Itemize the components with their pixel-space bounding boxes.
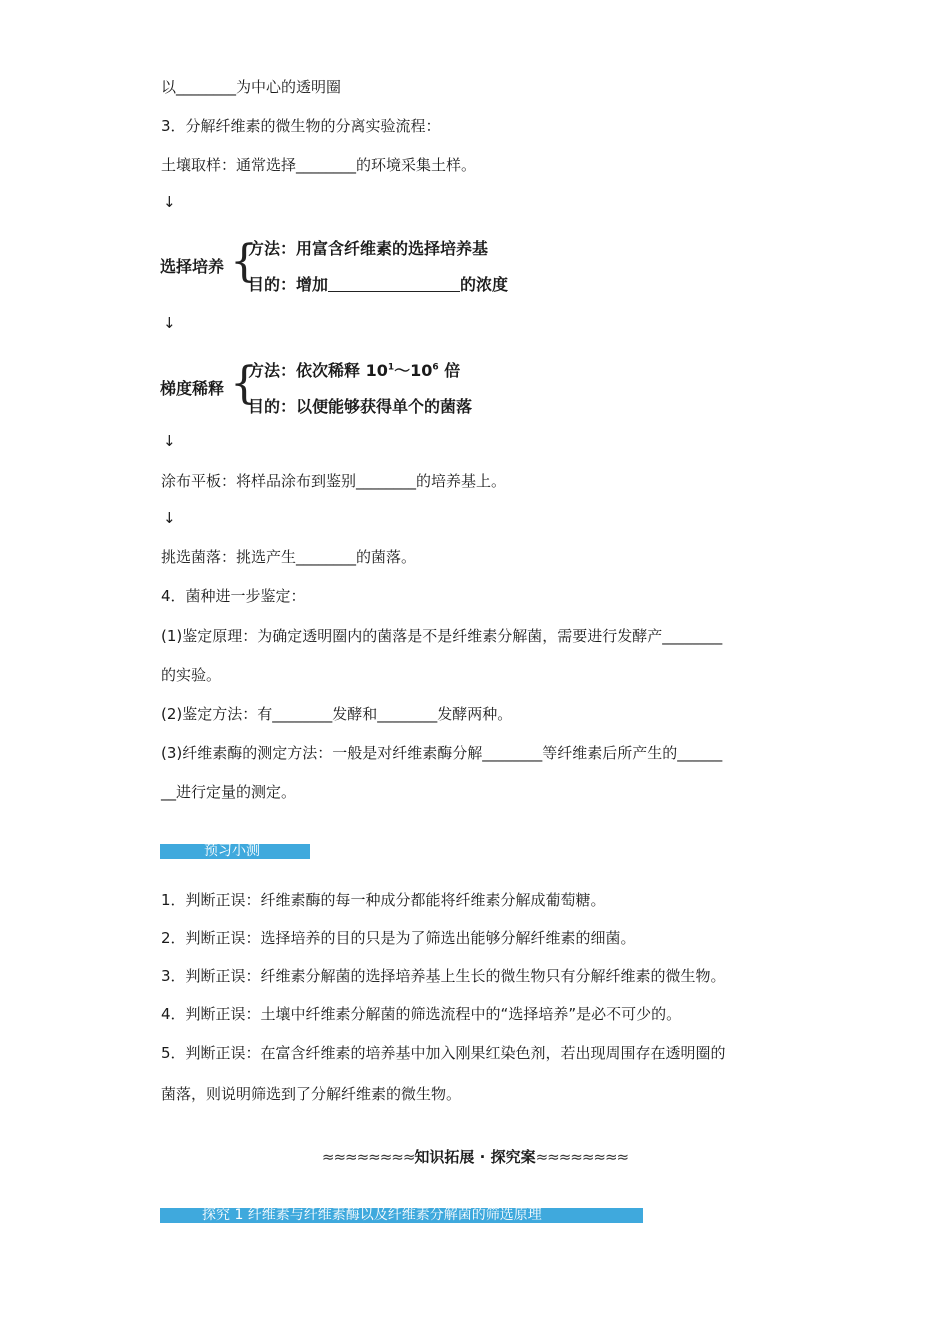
quiz-item: 4．判断正误：土壤中纤维素分解菌的筛选流程中的“选择培养”是必不可少的。 — [161, 1005, 682, 1023]
gradient-dilution-method — [248, 358, 460, 381]
identification-method: (2)鉴定方法：有________发酵和________发酵两种。 — [161, 705, 513, 723]
explore-banner-text: 探究 1 纤维素与纤维素酶以及纤维素分解菌的筛选原理 — [202, 1207, 542, 1223]
quiz-item: 3．判断正误：纤维素分解菌的选择培养基上生长的微生物只有分解纤维素的微生物。 — [161, 967, 726, 985]
down-arrow-icon: ↓ — [163, 193, 176, 211]
exponent-six: 6 — [432, 362, 439, 373]
preview-quiz-banner-text: 预习小测 — [204, 843, 260, 859]
step-soil-sampling: 土壤取样：通常选择________的环境采集土样。 — [161, 156, 477, 174]
heading-isolation-procedure: 3．分解纤维素的微生物的分离实验流程： — [161, 117, 441, 135]
quiz-item: 2．判断正误：选择培养的目的只是为了筛选出能够分解纤维素的细菌。 — [161, 929, 636, 947]
heading-further-identification: 4．菌种进一步鉴定： — [161, 587, 306, 605]
enzyme-assay-method: (3)纤维素酶的测定方法：一般是对纤维素酶分解________等纤维素后所产生的______ — [161, 744, 723, 762]
gradient-dilution-method-prefix: 方法：依次稀释 10 — [248, 361, 388, 380]
tilde-ten: ～10 — [394, 361, 433, 380]
select-culture-box — [160, 232, 540, 296]
identification-principle-cont: 的实验。 — [161, 666, 222, 684]
enzyme-assay-method-cont: __进行定量的测定。 — [161, 783, 297, 801]
brace-icon: { — [230, 236, 258, 287]
down-arrow-icon: ↓ — [163, 432, 176, 450]
section-title — [0, 1146, 950, 1167]
quiz-item-cont: 菌落，则说明筛选到了分解纤维素的微生物。 — [161, 1085, 462, 1103]
gradient-dilution-method-suffix: 倍 — [438, 361, 461, 380]
text-line-transparent-circle: 以________为中心的透明圈 — [161, 78, 342, 96]
step-pick-colony: 挑选菌落：挑选产生________的菌落。 — [161, 548, 417, 566]
select-culture-purpose-prefix: 目的：增加 — [248, 275, 329, 294]
section-title-text: 知识拓展 · 探究案 — [414, 1148, 536, 1166]
brace-icon: { — [230, 358, 258, 409]
down-arrow-icon: ↓ — [163, 509, 176, 527]
explore-banner — [160, 1208, 643, 1223]
quiz-item: 5．判断正误：在富含纤维素的培养基中加入刚果红染色剂，若出现周围存在透明圈的 — [161, 1044, 726, 1062]
step-spread-plate: 涂布平板：将样品涂布到鉴别________的培养基上。 — [161, 472, 507, 490]
wave-decoration-right: ≈≈≈≈≈≈≈≈ — [535, 1148, 629, 1166]
select-culture-method: 方法：用富含纤维素的选择培养基 — [248, 239, 489, 258]
gradient-dilution-purpose: 目的：以便能够获得单个的菌落 — [248, 397, 473, 416]
down-arrow-icon: ↓ — [163, 314, 176, 332]
select-culture-label: 选择培养 — [160, 257, 225, 276]
exponent-one: 1 — [387, 362, 395, 373]
wave-decoration-left: ≈≈≈≈≈≈≈≈ — [321, 1148, 415, 1166]
identification-principle: (1)鉴定原理：为确定透明圈内的菌落是不是纤维素分解菌，需要进行发酵产________ — [161, 627, 723, 645]
select-culture-purpose-suffix: 的浓度 — [460, 275, 509, 294]
fill-blank-line — [328, 277, 460, 292]
quiz-item: 1．判断正误：纤维素酶的每一种成分都能将纤维素分解成葡萄糖。 — [161, 891, 606, 909]
preview-quiz-banner — [160, 844, 310, 859]
gradient-dilution-box — [160, 354, 540, 418]
select-culture-purpose — [248, 272, 508, 295]
gradient-dilution-label: 梯度稀释 — [160, 379, 225, 398]
